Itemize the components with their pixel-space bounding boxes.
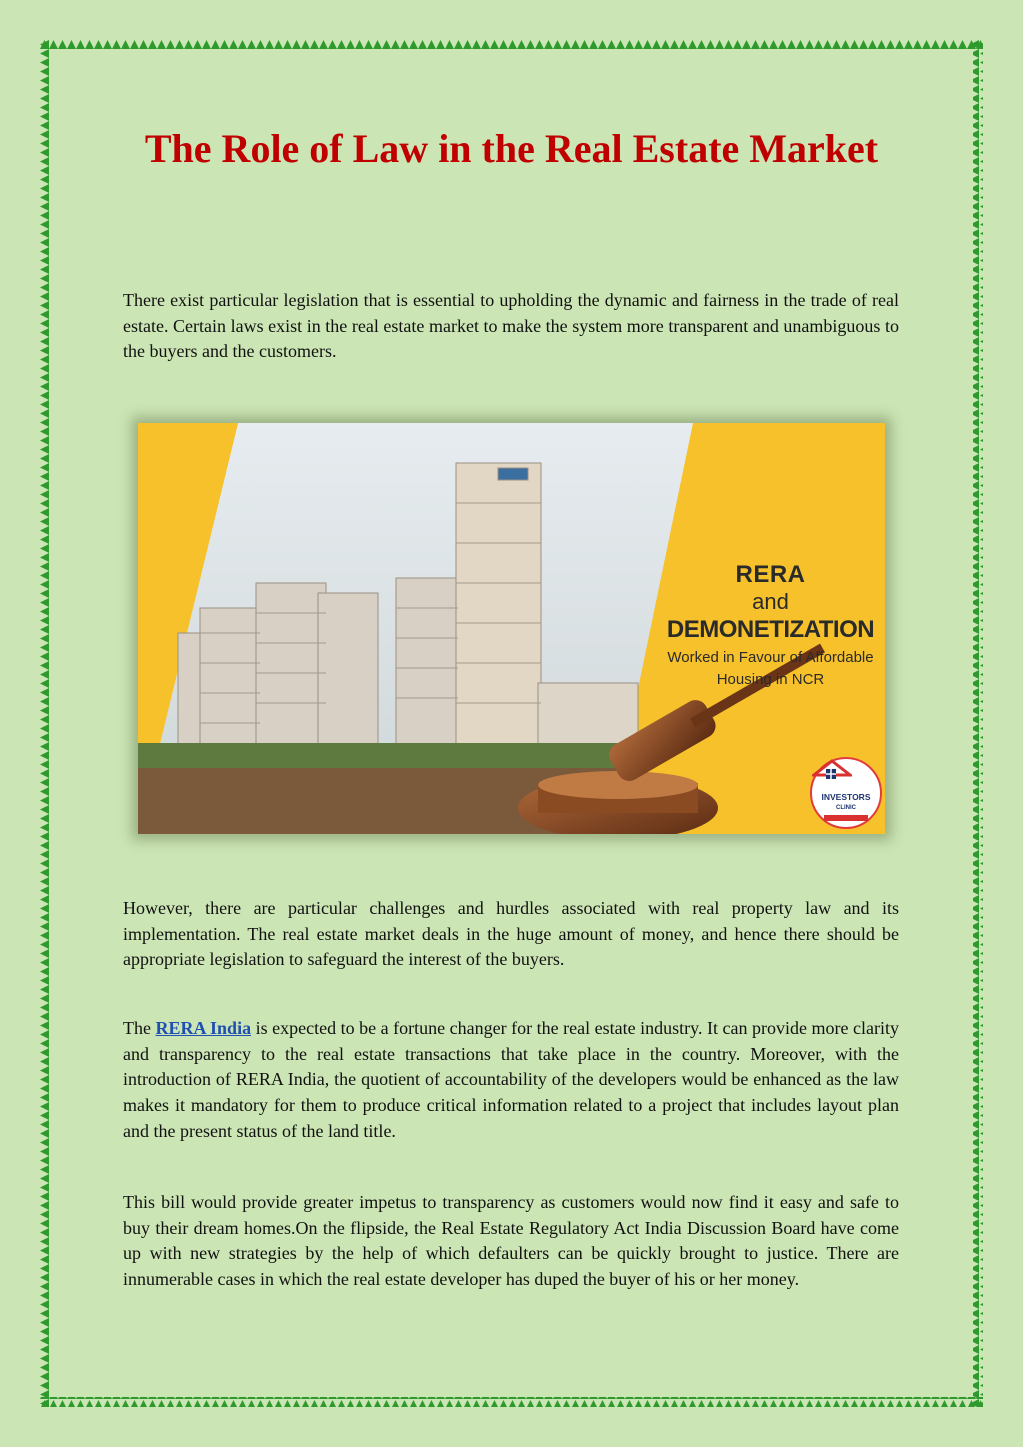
house-icon xyxy=(812,759,852,787)
rera-india-link[interactable]: RERA India xyxy=(155,1018,252,1038)
logo-brand-sub: CLINIC xyxy=(836,805,856,811)
banner-demonetization: DEMONETIZATION xyxy=(666,616,875,643)
banner-headline xyxy=(658,561,883,691)
banner-rera: RERA xyxy=(735,561,806,588)
bill-paragraph: This bill would provide greater impetus to transparency as customers would now find it easy and safe to buy their dream homes.On the flipside, the Real Estate Regulatory Act India Discussion Board have come up with new strategies by the help of which defaulters can be quickly brought to justice. There are innumerable cases in which the real estate developer has duped the buyer of his or her money. xyxy=(123,1192,899,1290)
logo-brand-name: INVESTORS xyxy=(821,792,871,802)
intro-paragraph: There exist particular legislation that is essential to upholding the dynamic and fairness in the trade of real estate. Certain laws exist in the real estate market to make the system more transparent and unambiguous to the buyers and the customers. xyxy=(123,290,899,362)
rera-demonetization-banner xyxy=(138,423,885,834)
rera-paragraph-lead: The xyxy=(123,1018,156,1038)
rera-paragraph-body: is expected to be a fortune changer for the real estate industry. It can provide more clarity and transparency to the real estate transactions that take place in the country. Moreover, with the introduction of RERA India, the quotient of accountability of the developers would be enhanced as the law makes it mandatory for them to produce critical information related to a project that includes layout plan and the present status of the land title. xyxy=(123,1018,900,1141)
logo-brand-text xyxy=(812,793,880,813)
challenges-paragraph: However, there are particular challenges and hurdles associated with real property law and its implementation. The real estate market deals in the huge amount of money, and hence there should be appropriate legislation to safeguard the interest of the buyers. xyxy=(123,898,899,970)
banner-subtitle-2: Housing in NCR xyxy=(716,671,825,688)
rera-paragraph xyxy=(123,1016,899,1145)
page-title: The Role of Law in the Real Estate Market xyxy=(144,126,879,171)
logo-tag-bar xyxy=(824,815,868,821)
investors-clinic-logo xyxy=(810,757,882,829)
banner-subtitle-1: Worked in Favour of Affordable xyxy=(667,649,874,666)
banner-and: and xyxy=(752,589,789,614)
